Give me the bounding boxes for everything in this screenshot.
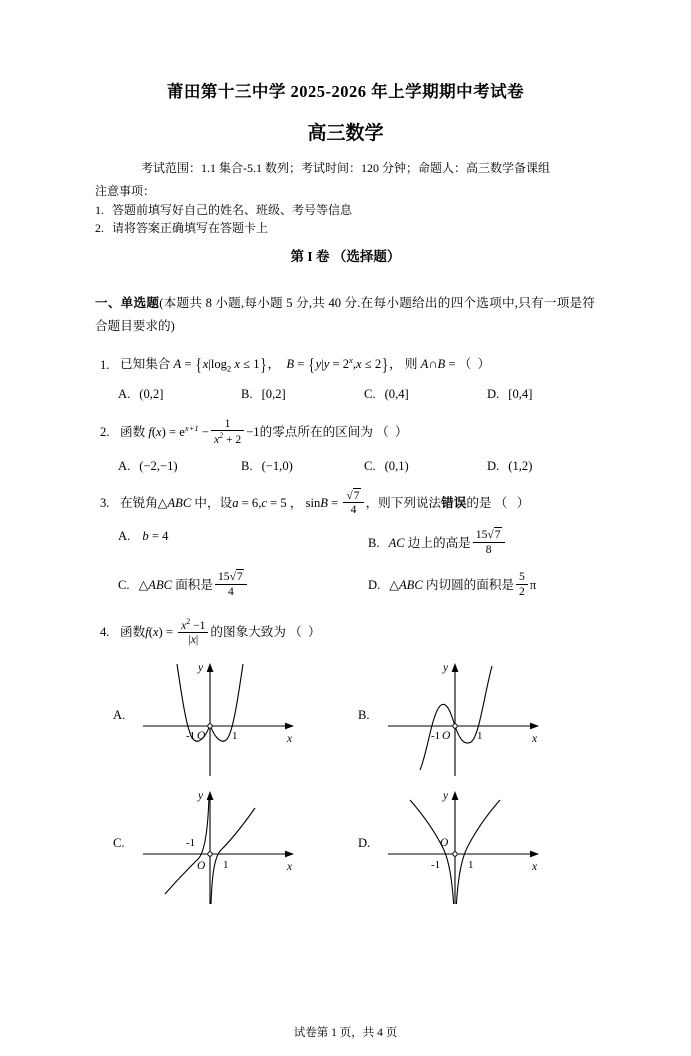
svg-text:y: y [198,662,204,675]
svg-text:O: O [442,730,451,743]
svg-text:-1: -1 [186,837,196,850]
graph-b-svg [380,658,560,783]
svg-text:x: x [287,861,293,874]
question-1-stem [100,354,691,376]
option-a-text: (0,2] [139,386,164,401]
graph-option-c-label: C. [113,836,125,851]
option-c-text: △ABC 面积是 $\frac{15√7}{4}$ [139,578,249,592]
question-4-text: 函数f(x) = $\frac{x^2 -1}{|x|}$ 的图象大致为 （ ） [120,616,321,647]
question-3-text: 在锐角△ABC 中，设a = 6,c = 5 ， sinB = $\frac{√7}{4}$ ，则下列说法错误的是 （ ） [120,488,530,517]
option-a-label: A. [118,529,131,544]
question-2 [0,418,691,474]
option-b[interactable] [241,459,364,474]
svg-text:O: O [440,837,449,850]
question-3-options-row1 [118,529,691,557]
section-description: (本题共 8 小题,每小题 5 分,共 40 分.在每小题给出的四个选项中,只有一项是符合题目要求的) [95,295,595,334]
option-d-text: [0,4] [508,386,533,401]
svg-text:y: y [443,662,449,675]
option-b-label: B. [241,386,253,401]
option-a-text: b = 4 [142,529,169,544]
page-title: 莆田第十三中学 2025-2026 年上学期期中考试卷 [166,82,525,101]
option-c-label: C. [118,577,130,592]
exam-page [0,78,691,1056]
question-2-number: 2. [100,424,110,439]
question-2-stem [100,418,691,448]
question-3-options-row2 [118,572,691,600]
notice-item [95,219,691,238]
option-a-label: A. [118,459,131,474]
question-2-text: 函数 $f(x) = e^{x+1}$ − $\frac{1}{x^2 + 2}$ −1的零点所在的区间为 （ ） [120,416,408,447]
graph-option-b-label: B. [358,708,370,723]
option-b-label: B. [368,535,380,550]
question-1 [0,354,691,402]
notice-block [95,182,691,238]
option-a[interactable] [118,529,368,557]
graph-d-svg [380,786,560,911]
svg-text:y: y [198,790,204,803]
question-3-stem [100,490,691,518]
svg-text:O: O [197,730,206,743]
option-b-text: AC 边上的高是 $\frac{15√7}{8}$ [389,536,507,550]
option-c-label: C. [364,386,376,401]
graph-option-d-label: D. [358,836,371,851]
option-c-text: (0,1) [384,459,409,474]
option-c[interactable] [364,459,487,474]
notice-item-text: 答题前填写好自己的姓名、班级、考号等信息 [112,202,353,217]
section-heading [95,292,595,339]
option-c-label: C. [364,459,376,474]
graph-option-d[interactable] [350,786,600,911]
question-1-options [118,387,691,402]
svg-text:1: 1 [477,730,483,743]
question-3-number: 3. [100,496,110,511]
question-1-text: 已知集合 $A = \{x|\log_2$ x ≤ 1}， B = {y|y = 2$^x$,x ≤ 2}， 则 A∩B = （ ） [120,354,491,375]
question-2-options [118,459,691,474]
option-d-text: (1,2) [508,459,533,474]
exam-meta: 考试范围：1.1 集合-5.1 数列；考试时间：120 分钟；命题人：高三数学备课组 [141,161,550,175]
svg-text:O: O [197,860,206,873]
graph-c-svg [135,786,315,911]
svg-text:y: y [443,790,449,803]
question-4-number: 4. [100,625,110,640]
option-b[interactable] [241,387,364,402]
option-b-text: [0,2] [261,386,286,401]
option-a[interactable] [118,459,241,474]
question-1-number: 1. [100,357,110,372]
svg-text:x: x [532,733,538,746]
svg-text:-1: -1 [186,730,196,743]
option-d[interactable] [487,459,610,474]
notice-title: 注意事项： [95,184,156,198]
part-title: 第 I 卷 （选择题） [290,248,401,264]
graph-option-b[interactable] [350,658,600,783]
graph-option-c[interactable] [105,786,355,911]
option-d-label: D. [487,459,500,474]
option-a[interactable] [118,387,241,402]
question-4-graph-options [0,658,691,913]
option-a-text: (−2,−1) [139,459,178,474]
option-b[interactable] [368,529,618,557]
option-d-text: △ABC 内切圆的面积是 $\frac{5}{2}$ π [389,570,537,599]
option-c[interactable] [364,387,487,402]
page-footer: 试卷第 1 页，共 4 页 [293,1027,398,1039]
option-d[interactable] [368,572,618,600]
svg-text:1: 1 [223,859,229,872]
notice-item-num: 2. [95,221,104,236]
option-c-text: (0,4] [384,386,409,401]
svg-text:1: 1 [232,730,238,743]
option-b-text: (−1,0) [261,459,293,474]
graph-a-svg [135,658,315,783]
option-c[interactable] [118,572,368,600]
svg-text:x: x [532,861,538,874]
question-3 [0,490,691,600]
option-a-label: A. [118,386,131,401]
option-d-label: D. [368,577,381,592]
graph-option-a[interactable] [105,658,355,783]
subject-title: 高三数学 [307,123,384,144]
question-4 [0,618,691,913]
notice-item-text: 请将答案正确填写在答题卡上 [112,221,269,236]
svg-text:x: x [287,733,293,746]
graph-option-a-label: A. [113,708,126,723]
option-d[interactable] [487,387,610,402]
option-b-label: B. [241,459,253,474]
svg-text:1: 1 [468,859,474,872]
notice-item-num: 1. [95,202,104,217]
section-label: 一、单选题 [95,295,160,310]
svg-text:-1: -1 [431,730,441,743]
question-4-stem [100,618,691,648]
svg-text:-1: -1 [431,859,441,872]
notice-item [95,201,691,220]
option-d-label: D. [487,386,500,401]
